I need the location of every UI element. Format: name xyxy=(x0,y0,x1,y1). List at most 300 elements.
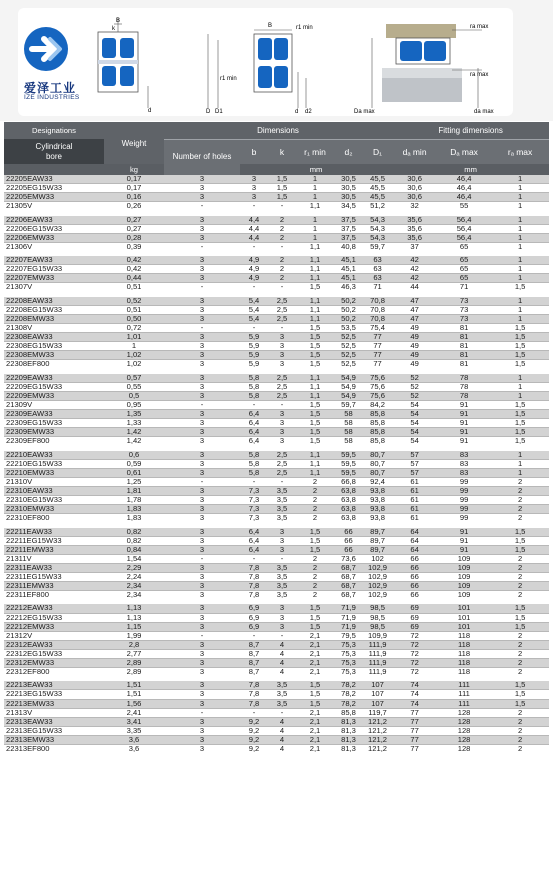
table-cell: 54,9 xyxy=(334,391,363,400)
table-cell: 1 xyxy=(491,202,549,211)
table-cell: 2 xyxy=(296,563,334,572)
da-min-header: dₐ min xyxy=(392,139,437,164)
table-cell: 75,6 xyxy=(363,391,392,400)
table-cell: 56,4 xyxy=(437,233,491,242)
table-cell: 4 xyxy=(268,649,296,658)
table-row xyxy=(4,382,549,391)
kg-unit: kg xyxy=(104,164,164,175)
table-cell: 1 xyxy=(104,342,164,351)
table-cell: 75,3 xyxy=(334,649,363,658)
table-row xyxy=(4,536,549,545)
table-cell: 1,5 xyxy=(296,410,334,419)
table-cell: 3 xyxy=(164,745,240,754)
table-cell: 111,9 xyxy=(363,659,392,668)
designation-cell: 21311V xyxy=(4,554,104,563)
designation-cell: 22209EG15W33 xyxy=(4,382,104,391)
table-cell: 1,1 xyxy=(296,374,334,383)
table-row xyxy=(4,216,549,225)
designation-cell: 22309EG15W33 xyxy=(4,419,104,428)
table-cell: 2 xyxy=(491,745,549,754)
table-cell: 9,2 xyxy=(240,745,268,754)
ra-max-header: rₐ max xyxy=(491,139,549,164)
table-cell: 3 xyxy=(164,175,240,184)
table-cell: 45,5 xyxy=(363,175,392,184)
table-cell: 42 xyxy=(392,256,437,265)
table-cell: 2 xyxy=(491,514,549,523)
table-cell: 49 xyxy=(392,323,437,332)
table-cell: 3,5 xyxy=(268,591,296,600)
table-cell: 5,8 xyxy=(240,459,268,468)
table-cell: 1 xyxy=(296,224,334,233)
table-cell: 66 xyxy=(334,528,363,537)
table-cell: 6,4 xyxy=(240,536,268,545)
table-cell: 2 xyxy=(296,572,334,581)
table-cell: 2 xyxy=(491,659,549,668)
brand-name-en: IZE INDUSTRIES xyxy=(24,94,80,101)
table-cell: 42 xyxy=(392,265,437,274)
table-cell: 35,6 xyxy=(392,216,437,225)
table-cell: - xyxy=(164,631,240,640)
table-cell: 1 xyxy=(491,459,549,468)
table-cell: 2,5 xyxy=(268,459,296,468)
table-cell: 99 xyxy=(437,496,491,505)
table-cell: - xyxy=(164,400,240,409)
designation-cell: 22308EAW33 xyxy=(4,333,104,342)
designation-cell: 22212EMW33 xyxy=(4,622,104,631)
dim-k-label: k xyxy=(112,26,115,32)
table-cell: 2,1 xyxy=(296,745,334,754)
table-cell: 2 xyxy=(296,582,334,591)
table-cell: 1,5 xyxy=(268,193,296,202)
table-row xyxy=(4,305,549,314)
table-cell: 61 xyxy=(392,477,437,486)
table-cell: 74 xyxy=(392,681,437,690)
designation-cell: 22213EG15W33 xyxy=(4,690,104,699)
table-cell: 71 xyxy=(363,283,392,292)
table-cell: 3 xyxy=(164,437,240,446)
table-cell: 52 xyxy=(392,391,437,400)
table-cell: 2 xyxy=(296,514,334,523)
table-cell: 0,52 xyxy=(104,297,164,306)
table-cell: 63,8 xyxy=(334,505,363,514)
designation-cell: 22309EF800 xyxy=(4,437,104,446)
table-cell: 1,5 xyxy=(491,545,549,554)
table-cell: 3 xyxy=(164,333,240,342)
table-cell: 78,2 xyxy=(334,690,363,699)
table-cell: 46,4 xyxy=(437,193,491,202)
table-cell: 3 xyxy=(164,545,240,554)
table-cell: 52,5 xyxy=(334,351,363,360)
table-cell: 0,17 xyxy=(104,175,164,184)
table-cell: 3 xyxy=(164,314,240,323)
table-cell: 4 xyxy=(268,717,296,726)
table-cell: 1,13 xyxy=(104,613,164,622)
table-cell: 1 xyxy=(491,382,549,391)
table-cell: 81,3 xyxy=(334,735,363,744)
table-cell: 1,5 xyxy=(491,622,549,631)
table-cell: 1,5 xyxy=(491,351,549,360)
table-cell: 111 xyxy=(437,681,491,690)
table-cell: 1,5 xyxy=(296,342,334,351)
designation-cell: 22209EAW33 xyxy=(4,374,104,383)
table-cell: 1,5 xyxy=(491,323,549,332)
table-cell: - xyxy=(240,283,268,292)
table-cell: 1,5 xyxy=(296,622,334,631)
table-cell: - xyxy=(164,554,240,563)
table-cell: 102 xyxy=(363,554,392,563)
table-cell: 1 xyxy=(491,374,549,383)
table-cell: 63,8 xyxy=(334,496,363,505)
dim-d2-label: d2 xyxy=(305,109,312,114)
table-cell: 75,3 xyxy=(334,668,363,677)
designation-cell: 22210EMW33 xyxy=(4,468,104,477)
table-cell: 93,8 xyxy=(363,496,392,505)
table-cell: 69 xyxy=(392,604,437,613)
table-cell: 1,35 xyxy=(104,410,164,419)
designation-cell: 21312V xyxy=(4,631,104,640)
table-cell: 77 xyxy=(363,351,392,360)
table-cell: 63 xyxy=(363,274,392,283)
table-cell: 2,1 xyxy=(296,649,334,658)
table-cell: - xyxy=(240,477,268,486)
table-cell: 3 xyxy=(164,297,240,306)
table-cell: 3,5 xyxy=(268,582,296,591)
designation-cell: 22207EMW33 xyxy=(4,274,104,283)
table-cell: 65 xyxy=(437,274,491,283)
table-cell: 1,1 xyxy=(296,305,334,314)
table-cell: 57 xyxy=(392,459,437,468)
table-cell: 2,5 xyxy=(268,468,296,477)
table-cell: 3,35 xyxy=(104,726,164,735)
table-cell: 77 xyxy=(392,717,437,726)
table-row xyxy=(4,717,549,726)
table-cell: 2 xyxy=(491,735,549,744)
table-cell: 1,5 xyxy=(491,536,549,545)
table-row xyxy=(4,459,549,468)
table-cell: 93,8 xyxy=(363,514,392,523)
table-cell: 78,2 xyxy=(334,699,363,708)
table-cell: 7,3 xyxy=(240,496,268,505)
table-cell: 68,7 xyxy=(334,563,363,572)
table-cell: 2 xyxy=(491,591,549,600)
table-row xyxy=(4,699,549,708)
table-cell: 35,6 xyxy=(392,224,437,233)
table-cell: 1,5 xyxy=(296,536,334,545)
table-cell: 54,3 xyxy=(363,216,392,225)
table-cell: 71,9 xyxy=(334,622,363,631)
table-cell: 30,5 xyxy=(334,175,363,184)
dim-r1min-left-label: r1 min xyxy=(220,76,237,82)
table-cell: 3 xyxy=(164,699,240,708)
table-cell: - xyxy=(268,202,296,211)
table-cell: 0,55 xyxy=(104,382,164,391)
table-cell: 1,1 xyxy=(296,256,334,265)
table-cell: 121,2 xyxy=(363,717,392,726)
table-cell: 1,1 xyxy=(296,265,334,274)
table-cell: 2 xyxy=(296,554,334,563)
table-row xyxy=(4,242,549,251)
table-cell: 77 xyxy=(363,360,392,369)
table-row xyxy=(4,224,549,233)
table-cell: 1,5 xyxy=(491,333,549,342)
fitting-mm-unit: mm xyxy=(392,164,549,175)
table-cell: 72 xyxy=(392,668,437,677)
table-cell: 1 xyxy=(491,184,549,193)
table-cell: 8,7 xyxy=(240,659,268,668)
table-cell: 1 xyxy=(491,242,549,251)
dim-D-label: D xyxy=(206,109,211,114)
table-cell: 101 xyxy=(437,613,491,622)
table-cell: 1 xyxy=(296,193,334,202)
dim-r1min-top-label: r1 min xyxy=(296,25,313,31)
table-cell: 45,1 xyxy=(334,265,363,274)
table-cell: 73,6 xyxy=(334,554,363,563)
table-cell: 1,51 xyxy=(104,681,164,690)
table-cell: 2,5 xyxy=(268,314,296,323)
table-cell: 66 xyxy=(392,591,437,600)
table-cell: 128 xyxy=(437,735,491,744)
table-cell: 2,24 xyxy=(104,572,164,581)
table-cell: 8,7 xyxy=(240,640,268,649)
table-cell: 59,5 xyxy=(334,468,363,477)
table-cell: 2 xyxy=(491,640,549,649)
table-cell: 1,1 xyxy=(296,274,334,283)
table-cell: 49 xyxy=(392,360,437,369)
table-cell: 102,9 xyxy=(363,563,392,572)
table-cell: 5,4 xyxy=(240,305,268,314)
table-cell: 2 xyxy=(491,717,549,726)
table-cell: 121,2 xyxy=(363,745,392,754)
table-cell: 3,5 xyxy=(268,486,296,495)
table-row xyxy=(4,745,549,754)
table-cell: 0,27 xyxy=(104,216,164,225)
designation-cell: 22213EMW33 xyxy=(4,699,104,708)
table-cell: 30,6 xyxy=(392,184,437,193)
table-cell: 0,51 xyxy=(104,305,164,314)
table-cell: 3 xyxy=(164,604,240,613)
table-cell: 128 xyxy=(437,717,491,726)
table-cell: 4 xyxy=(268,735,296,744)
table-cell: 59,7 xyxy=(334,400,363,409)
table-row xyxy=(4,528,549,537)
table-cell: - xyxy=(240,554,268,563)
dim-ramax-top-label: ra max xyxy=(470,24,489,30)
table-cell: 85,8 xyxy=(363,428,392,437)
table-cell: 2 xyxy=(491,582,549,591)
table-cell: 78 xyxy=(437,391,491,400)
designation-cell: 22311EG15W33 xyxy=(4,572,104,581)
table-cell: 1,54 xyxy=(104,554,164,563)
table-cell: 30,5 xyxy=(334,193,363,202)
table-cell: 0,82 xyxy=(104,528,164,537)
table-cell: 0,57 xyxy=(104,374,164,383)
designation-cell: 22312EG15W33 xyxy=(4,649,104,658)
table-cell: 46,4 xyxy=(437,175,491,184)
table-cell: 1,5 xyxy=(491,360,549,369)
table-cell: 3,6 xyxy=(104,735,164,744)
designation-cell: 22310EMW33 xyxy=(4,505,104,514)
table-cell: 37,5 xyxy=(334,233,363,242)
dimensions-header: Dimensions xyxy=(164,122,392,139)
table-cell: 7,3 xyxy=(240,514,268,523)
table-cell: 47 xyxy=(392,314,437,323)
table-cell: 9,2 xyxy=(240,726,268,735)
table-cell: 3 xyxy=(164,536,240,545)
table-row xyxy=(4,604,549,613)
table-cell: 1,13 xyxy=(104,604,164,613)
table-cell: 1,5 xyxy=(491,283,549,292)
table-cell: 101 xyxy=(437,622,491,631)
designation-cell: 22206EMW33 xyxy=(4,233,104,242)
table-cell: 2 xyxy=(296,496,334,505)
table-cell: 0,59 xyxy=(104,459,164,468)
bore-label: bore xyxy=(45,151,62,161)
table-cell: 1 xyxy=(296,233,334,242)
table-cell: 63,8 xyxy=(334,486,363,495)
designation-cell: 21313V xyxy=(4,708,104,717)
table-cell: 1,5 xyxy=(296,604,334,613)
table-cell: 66 xyxy=(334,545,363,554)
designation-cell: 21307V xyxy=(4,283,104,292)
table-cell: 2 xyxy=(491,708,549,717)
table-cell: 75,4 xyxy=(363,323,392,332)
table-cell: 1,5 xyxy=(296,428,334,437)
table-cell: 3 xyxy=(268,419,296,428)
table-cell: 70,8 xyxy=(363,297,392,306)
table-row xyxy=(4,622,549,631)
table-cell: 50,2 xyxy=(334,297,363,306)
table-cell: 57 xyxy=(392,468,437,477)
table-cell: 7,8 xyxy=(240,690,268,699)
table-cell: 81,3 xyxy=(334,745,363,754)
table-cell: 1,83 xyxy=(104,514,164,523)
table-cell: 1 xyxy=(491,314,549,323)
table-cell: 2,34 xyxy=(104,582,164,591)
table-cell: 1,99 xyxy=(104,631,164,640)
dim-d-label: d xyxy=(148,108,152,114)
table-cell: 59,5 xyxy=(334,451,363,460)
cylindrical-label: Cylindrical xyxy=(35,141,73,151)
table-cell: 54 xyxy=(392,410,437,419)
table-cell: 2 xyxy=(491,496,549,505)
table-cell: 56,4 xyxy=(437,224,491,233)
table-cell: 66 xyxy=(392,554,437,563)
table-cell: 59,5 xyxy=(334,459,363,468)
table-cell: 4,9 xyxy=(240,256,268,265)
table-cell: 54,9 xyxy=(334,382,363,391)
table-row xyxy=(4,690,549,699)
table-cell: 50,2 xyxy=(334,314,363,323)
table-cell: 5,8 xyxy=(240,391,268,400)
table-cell: 3 xyxy=(164,572,240,581)
table-cell: 83 xyxy=(437,459,491,468)
table-cell: 80,7 xyxy=(363,468,392,477)
table-cell: 1,5 xyxy=(296,400,334,409)
table-cell: 3 xyxy=(164,735,240,744)
table-cell: 2 xyxy=(491,554,549,563)
table-cell: 3 xyxy=(164,233,240,242)
table-cell: 71 xyxy=(437,283,491,292)
table-cell: - xyxy=(268,242,296,251)
table-cell: 1,01 xyxy=(104,333,164,342)
table-cell: 109 xyxy=(437,582,491,591)
table-cell: 1,5 xyxy=(296,333,334,342)
table-cell: 4 xyxy=(268,668,296,677)
table-cell: 3 xyxy=(240,184,268,193)
table-row xyxy=(4,554,549,563)
table-cell: 1 xyxy=(491,305,549,314)
table-cell: 46,3 xyxy=(334,283,363,292)
bearing-dimension-diagram xyxy=(206,14,326,114)
table-cell: 72 xyxy=(392,640,437,649)
table-cell: 3 xyxy=(164,374,240,383)
dim-B-label: B xyxy=(268,23,273,29)
table-cell: 6,9 xyxy=(240,604,268,613)
table-cell: - xyxy=(268,631,296,640)
table-cell: 73 xyxy=(437,297,491,306)
table-cell: 61 xyxy=(392,496,437,505)
table-cell: 1,5 xyxy=(491,437,549,446)
table-cell: 121,2 xyxy=(363,735,392,744)
table-cell: 3 xyxy=(268,545,296,554)
table-cell: 102,9 xyxy=(363,591,392,600)
table-cell: - xyxy=(268,283,296,292)
table-cell: 3 xyxy=(164,486,240,495)
table-cell: 2 xyxy=(491,505,549,514)
table-cell: 91 xyxy=(437,410,491,419)
table-cell: - xyxy=(164,242,240,251)
table-cell: 3,6 xyxy=(104,745,164,754)
table-cell: 91 xyxy=(437,400,491,409)
table-cell: 2 xyxy=(296,477,334,486)
table-cell: 2 xyxy=(491,668,549,677)
table-cell: 3 xyxy=(164,216,240,225)
table-cell: 75,3 xyxy=(334,659,363,668)
table-cell: 5,8 xyxy=(240,374,268,383)
table-cell: 30,5 xyxy=(334,184,363,193)
designation-cell: 22312EMW33 xyxy=(4,659,104,668)
table-cell: 72 xyxy=(392,659,437,668)
table-cell: 74 xyxy=(392,699,437,708)
table-cell: 3 xyxy=(268,342,296,351)
table-cell: 30,6 xyxy=(392,193,437,202)
designation-cell: 21305V xyxy=(4,202,104,211)
table-cell: 2,1 xyxy=(296,708,334,717)
bearing-groove-diagram xyxy=(90,14,156,114)
table-cell: 4,4 xyxy=(240,224,268,233)
designation-cell: 22207EAW33 xyxy=(4,256,104,265)
table-cell: 2 xyxy=(268,224,296,233)
weight-header: Weight xyxy=(104,122,164,164)
table-cell: 53,5 xyxy=(334,323,363,332)
table-cell: 58 xyxy=(334,419,363,428)
table-cell: 99 xyxy=(437,514,491,523)
dim-b-label: B xyxy=(116,18,121,24)
table-cell: 45,5 xyxy=(363,184,392,193)
table-cell: 6,4 xyxy=(240,428,268,437)
table-row xyxy=(4,545,549,554)
table-cell: 85,8 xyxy=(363,410,392,419)
designation-cell: 22209EMW33 xyxy=(4,391,104,400)
table-cell: 77 xyxy=(392,735,437,744)
table-row xyxy=(4,451,549,460)
table-cell: 49 xyxy=(392,342,437,351)
designation-cell: 22308EF800 xyxy=(4,360,104,369)
table-cell: 47 xyxy=(392,297,437,306)
table-cell: 3,5 xyxy=(268,496,296,505)
cylindrical-bore-header xyxy=(4,139,104,164)
table-cell: 3,41 xyxy=(104,717,164,726)
